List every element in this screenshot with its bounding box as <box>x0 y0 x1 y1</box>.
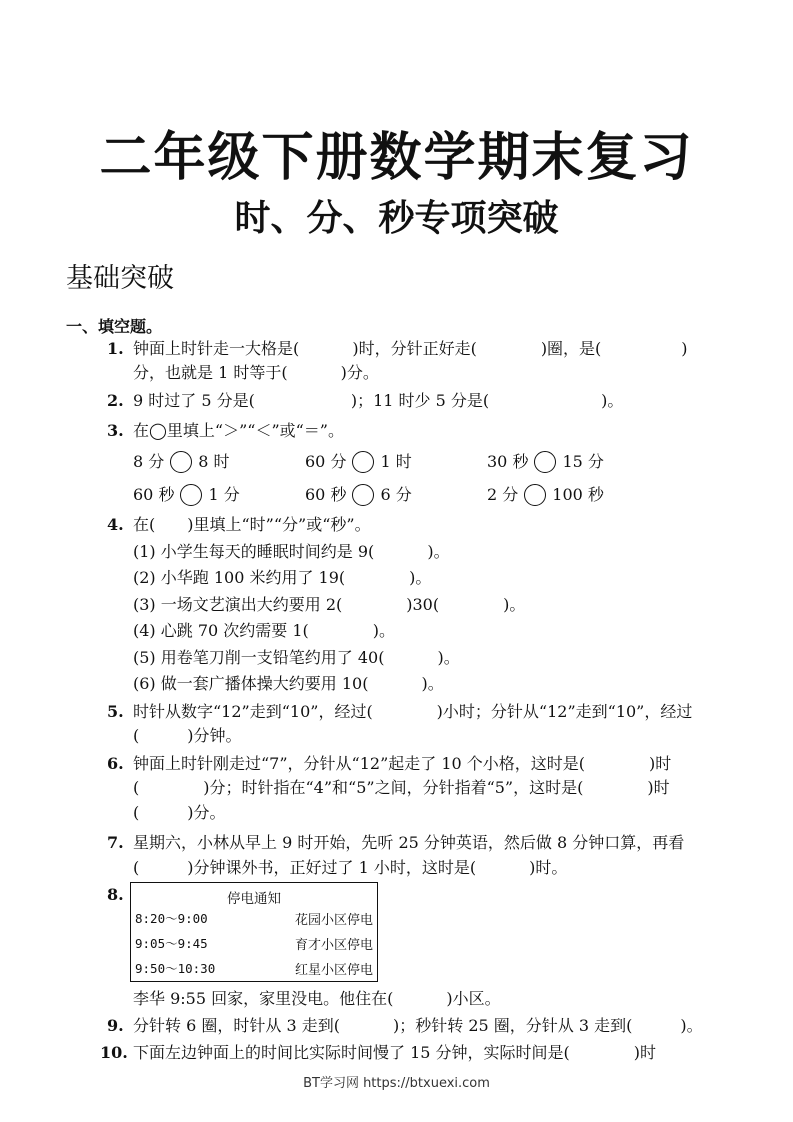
q4-line1: 在( )里填上“时”“分”或“秒”。 <box>133 515 371 534</box>
q1-number: 1. <box>107 339 124 358</box>
notice-place: 花园小区停电 <box>294 913 373 928</box>
compare-left: 8 分 <box>133 452 165 471</box>
compare-circle[interactable] <box>170 451 192 473</box>
compare-right: 1 分 <box>208 485 240 504</box>
part-heading: 一、填空题。 <box>66 317 163 336</box>
notice-time: 9:05～9:45 <box>135 936 208 951</box>
q5-number: 5. <box>107 702 124 721</box>
notice-time: 9:50～10:30 <box>135 961 216 976</box>
q1-line2: 分，也就是 1 时等于( )分。 <box>133 363 379 382</box>
compare-item <box>133 450 230 474</box>
compare-circle[interactable] <box>352 484 374 506</box>
compare-left: 60 秒 <box>305 485 347 504</box>
q1-line1: 钟面上时针走一大格是( )时，分针正好走( )圈，是( ) <box>133 339 688 358</box>
notice-row <box>135 934 373 953</box>
q4-item: (1) 小学生每天的睡眠时间约是 9( )。 <box>133 542 450 561</box>
q7-number: 7. <box>107 833 124 852</box>
compare-right: 100 秒 <box>552 485 604 504</box>
compare-right: 15 分 <box>562 452 604 471</box>
notice-place: 红星小区停电 <box>294 963 373 978</box>
q4-item: (2) 小华跑 100 米约用了 19( )。 <box>133 568 432 587</box>
q4-item: (4) 心跳 70 次约需要 1( )。 <box>133 621 396 640</box>
notice-time: 8:20～9:00 <box>135 911 208 926</box>
q2-number: 2. <box>107 391 124 410</box>
q5-line1: 时针从数字“12”走到“10”，经过( )小时；分针从“12”走到“10”，经过 <box>133 702 693 721</box>
q4-item: (5) 用卷笔刀削一支铅笔约用了 40( )。 <box>133 648 460 667</box>
q6-line2: ( )分；时针指在“4”和“5”之间，分针指着“5”，这时是( )时 <box>133 778 670 797</box>
compare-item <box>133 483 240 507</box>
compare-left: 30 秒 <box>487 452 529 471</box>
compare-left: 2 分 <box>487 485 519 504</box>
notice-place: 育才小区停电 <box>294 938 373 953</box>
notice-title: 停电通知 <box>227 891 281 907</box>
q4-number: 4. <box>107 515 124 534</box>
q4-item: (3) 一场文艺演出大约要用 2( )30( )。 <box>133 595 526 614</box>
page-subtitle: 时、分、秒专项突破 <box>234 198 559 239</box>
q8-number: 8. <box>107 885 124 904</box>
q5-line2: ( )分钟。 <box>133 726 242 745</box>
section-heading: 基础突破 <box>66 263 174 294</box>
q10-line1: 下面左边钟面上的时间比实际时间慢了 15 分钟，实际时间是( )时 <box>133 1043 657 1062</box>
compare-right: 1 时 <box>380 452 412 471</box>
q6-line3: ( )分。 <box>133 803 226 822</box>
q3-number: 3. <box>107 421 124 440</box>
compare-left: 60 分 <box>305 452 347 471</box>
compare-circle[interactable] <box>180 484 202 506</box>
q8-line1: 李华 9:55 回家，家里没电。他住在( )小区。 <box>133 989 501 1008</box>
compare-left: 60 秒 <box>133 485 175 504</box>
q3-line1: 在◯里填上“＞”“＜”或“＝”。 <box>133 421 344 440</box>
compare-circle[interactable] <box>352 451 374 473</box>
q9-line1: 分针转 6 圈，时针从 3 走到( )；秒针转 25 圈，分针从 3 走到( )。 <box>133 1016 703 1035</box>
q2-line1: 9 时过了 5 分是( )；11 时少 5 分是( )。 <box>133 391 624 410</box>
notice-row <box>135 909 373 928</box>
compare-right: 8 时 <box>198 452 230 471</box>
q9-number: 9. <box>107 1016 124 1035</box>
q7-line2: ( )分钟课外书，正好过了 1 小时，这时是( )时。 <box>133 858 568 877</box>
q4-item: (6) 做一套广播体操大约要用 10( )。 <box>133 674 444 693</box>
q10-number: 10. <box>100 1043 128 1062</box>
q6-number: 6. <box>107 754 124 773</box>
page-title: 二年级下册数学期末复习 <box>99 128 694 188</box>
compare-right: 6 分 <box>380 485 412 504</box>
compare-circle[interactable] <box>534 451 556 473</box>
notice-row <box>135 959 373 978</box>
q7-line1: 星期六，小林从早上 9 时开始，先听 25 分钟英语，然后做 8 分钟口算，再看 <box>133 833 685 852</box>
compare-item <box>487 450 604 474</box>
compare-circle[interactable] <box>524 484 546 506</box>
compare-item <box>305 450 412 474</box>
compare-item <box>487 483 604 507</box>
q6-line1: 钟面上时针刚走过“7”，分针从“12”起走了 10 个小格，这时是( )时 <box>133 754 672 773</box>
power-outage-notice <box>130 882 378 982</box>
compare-item <box>305 483 412 507</box>
footer-watermark: BT学习网 https://btxuexi.com <box>303 1076 490 1091</box>
